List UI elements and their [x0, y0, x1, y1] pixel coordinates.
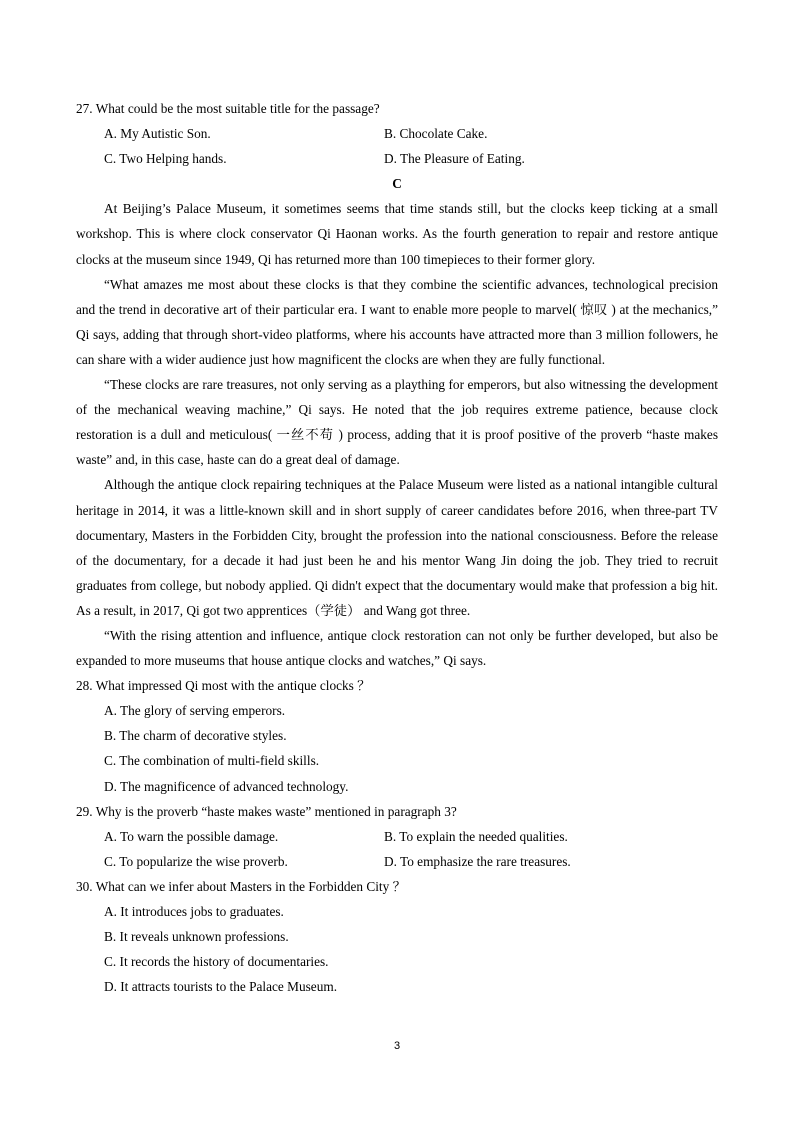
- question-29-option-b: B. To explain the needed qualities.: [384, 828, 568, 844]
- question-30-stem: 30. What can we infer about Masters in the Forbidden City ？: [76, 878, 406, 894]
- question-30-option-d: D. It attracts tourists to the Palace Museum.: [104, 979, 338, 995]
- section-c-heading: C: [392, 176, 402, 192]
- question-28-option-b: B. The charm of decorative styles.: [104, 728, 287, 744]
- question-27-option-a: A. My Autistic Son.: [104, 126, 211, 142]
- question-27-option-c: C. Two Helping hands.: [104, 151, 227, 167]
- question-29-option-d: D. To emphasize the rare treasures.: [384, 853, 571, 869]
- question-29-option-c: C. To popularize the wise proverb.: [104, 853, 288, 869]
- question-30-option-a: A. It introduces jobs to graduates.: [104, 904, 284, 919]
- passage-paragraph-2: “What amazes me most about these clocks is that they combine the scientific advances, technological precision and the trend in decorative art of their particular era. I want to enable more people to marvel( 惊叹 ) at the mechanics,” Qi says, adding that through short-video platforms, where his accounts have attracted more than 3 million followers, he can share with a wider audience just how magnificent the clocks are when they are fully functional.: [76, 276, 718, 367]
- question-29-options: [104, 824, 718, 874]
- page-number: 3: [393, 1040, 401, 1052]
- question-27-option-b: B. Chocolate Cake.: [384, 126, 488, 142]
- question-28-options: [104, 698, 718, 798]
- exam-page: [76, 96, 718, 999]
- question-30-option-c: C. It records the history of documentaries.: [104, 954, 329, 970]
- passage-paragraph-4: Although the antique clock repairing techniques at the Palace Museum were listed as a national intangible cultural heritage in 2014, it was a little-known skill and in short supply of career candidates before 2016, when three-part TV documentary, Masters in the Forbidden City, brought the profession into the national consciousness. Before the release of the documentary, for a decade it had just been he and his mentor Wang Jin doing the job. They tried to recruit graduates from college, but nobody applied. Qi didn't expect that the documentary would make that profession a big hit. As a result, in 2017, Qi got two apprentices（学徒） and Wang got three.: [76, 477, 718, 618]
- question-27-options: [104, 121, 718, 171]
- question-29-stem: 29. Why is the proverb “haste makes waste” mentioned in paragraph 3?: [76, 803, 457, 819]
- question-30-options: [104, 899, 718, 999]
- question-30-option-b: B. It reveals unknown professions.: [104, 929, 289, 945]
- question-28-option-d: D. The magnificence of advanced technology.: [104, 778, 349, 794]
- question-27-stem: 27. What could be the most suitable title for the passage?: [76, 101, 380, 116]
- question-28-option-c: C. The combination of multi-field skills.: [104, 753, 320, 769]
- passage-paragraph-3: “These clocks are rare treasures, not only serving as a plaything for emperors, but also witnessing the development of the mechanical weaving machine,” Qi says. He noted that the job requires extreme patience, because clock restoration is a dull and meticulous( 一丝不苟 ) process, adding that it is proof positive of the proverb “haste makes waste” and, in this case, haste can do a great deal of damage.: [76, 377, 718, 468]
- question-28-stem: 28. What impressed Qi most with the antique clocks ？: [76, 678, 371, 694]
- question-29-option-a: A. To warn the possible damage.: [104, 828, 279, 844]
- passage-paragraph-1: At Beijing’s Palace Museum, it sometimes seems that time stands still, but the clocks keep ticking at a small workshop. This is where clock conservator Qi Haonan works. As the fourth generation to repair and restore antique clocks at the museum since 1949, Qi has returned more than 100 timepieces to their former glory.: [76, 201, 718, 267]
- question-28-option-a: A. The glory of serving emperors.: [104, 703, 286, 719]
- passage-paragraph-5: “With the rising attention and influence, antique clock restoration can not only be further developed, but also be expanded to more museums that house antique clocks and watches,” Qi says.: [76, 627, 718, 669]
- question-27-option-d: D. The Pleasure of Eating.: [384, 151, 525, 167]
